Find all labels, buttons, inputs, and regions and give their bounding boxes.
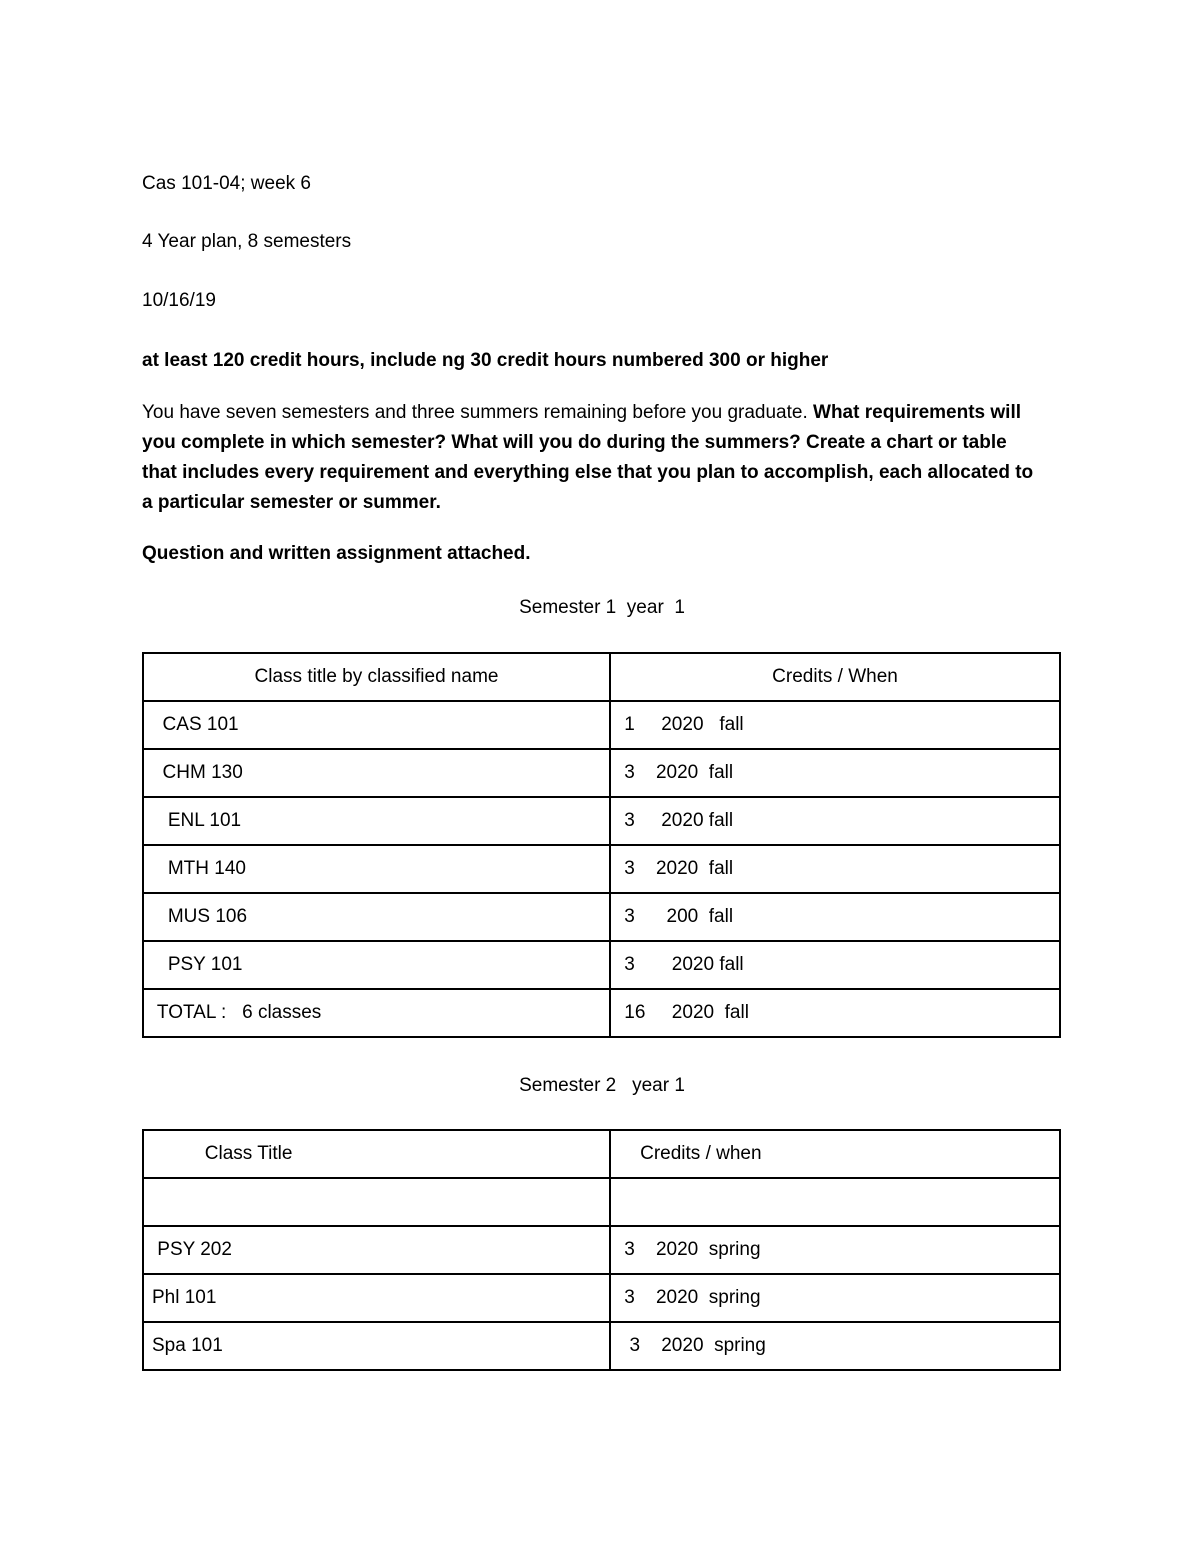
prompt-paragraph xyxy=(142,398,1042,518)
plan-line: 4 Year plan, 8 semesters xyxy=(142,231,352,252)
table-row xyxy=(143,1274,1060,1322)
table-header-row xyxy=(143,653,1060,701)
class-cell: Spa 101 xyxy=(143,1322,610,1370)
table-row xyxy=(143,797,1060,845)
header-cell: Class Title xyxy=(143,1130,610,1178)
table-row xyxy=(143,1178,1060,1226)
credits-cell: 1 2020 fall xyxy=(610,701,1060,749)
table-row xyxy=(143,941,1060,989)
requirement-line: at least 120 credit hours, include ng 30 credit hours numbered 300 or higher xyxy=(142,350,829,371)
prompt-normal-text: You have seven semesters and three summers remaining before you graduate. xyxy=(142,402,814,423)
header-cell: Class title by classified name xyxy=(143,653,610,701)
credits-cell: 16 2020 fall xyxy=(610,989,1060,1037)
class-cell: CAS 101 xyxy=(143,701,610,749)
credits-cell: 3 2020 spring xyxy=(610,1274,1060,1322)
credits-cell: 3 200 fall xyxy=(610,893,1060,941)
table-row xyxy=(143,893,1060,941)
class-cell: PSY 202 xyxy=(143,1226,610,1274)
table-row-total xyxy=(143,989,1060,1037)
course-line: Cas 101-04; week 6 xyxy=(142,173,311,194)
credits-cell xyxy=(610,1178,1060,1226)
class-cell xyxy=(143,1178,610,1226)
credits-cell: 3 2020 spring xyxy=(610,1322,1060,1370)
class-cell: CHM 130 xyxy=(143,749,610,797)
date-line: 10/16/19 xyxy=(142,290,216,311)
credits-cell: 3 2020 fall xyxy=(610,797,1060,845)
semester1-caption: Semester 1 year 1 xyxy=(519,597,685,618)
prompt-bold-text: What requirements will you complete in which semester? What will you do during the summers? Create a chart or table that includes every requirement and everything else that you plan to accomplish, each allocated to a particular semester or summer. xyxy=(142,402,1034,513)
class-cell: ENL 101 xyxy=(143,797,610,845)
class-cell: Phl 101 xyxy=(143,1274,610,1322)
table-row xyxy=(143,1322,1060,1370)
table-header-row xyxy=(143,1130,1060,1178)
credits-cell: 3 2020 spring xyxy=(610,1226,1060,1274)
table-row xyxy=(143,845,1060,893)
header-cell: Credits / when xyxy=(610,1130,1060,1178)
semester2-table xyxy=(142,1129,1061,1371)
class-cell: TOTAL : 6 classes xyxy=(143,989,610,1037)
credits-cell: 3 2020 fall xyxy=(610,749,1060,797)
header-cell: Credits / When xyxy=(610,653,1060,701)
assignment-note: Question and written assignment attached. xyxy=(142,543,531,564)
table-row xyxy=(143,701,1060,749)
table-row xyxy=(143,749,1060,797)
table-row xyxy=(143,1226,1060,1274)
class-cell: PSY 101 xyxy=(143,941,610,989)
credits-cell: 3 2020 fall xyxy=(610,941,1060,989)
class-cell: MTH 140 xyxy=(143,845,610,893)
semester2-caption: Semester 2 year 1 xyxy=(519,1075,685,1096)
class-cell: MUS 106 xyxy=(143,893,610,941)
credits-cell: 3 2020 fall xyxy=(610,845,1060,893)
semester1-table xyxy=(142,652,1061,1038)
